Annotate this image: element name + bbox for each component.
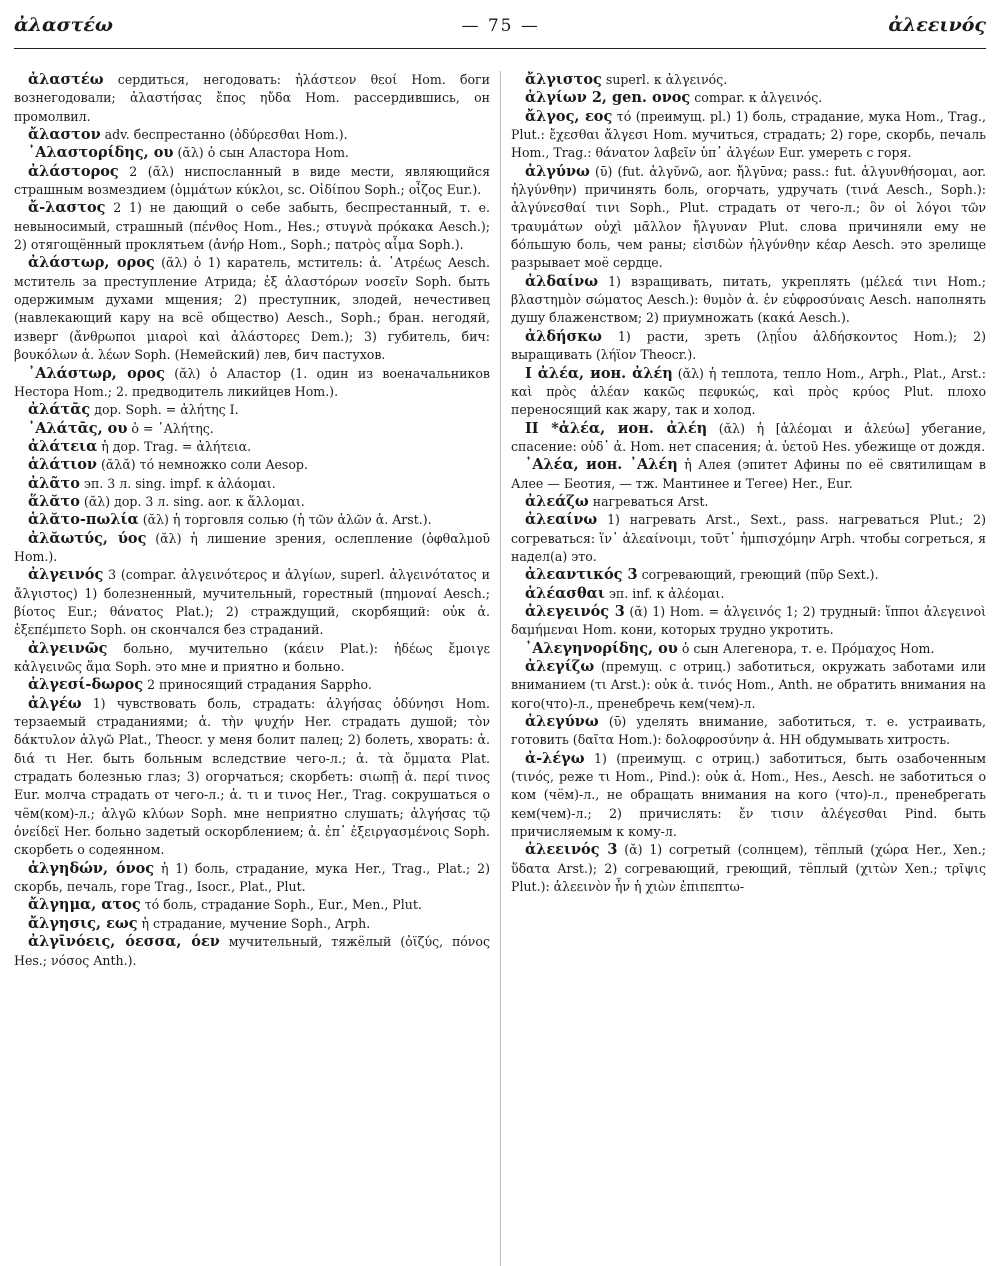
dictionary-entry	[511, 841, 986, 896]
entry-headword: ἀλεαίνω	[525, 511, 598, 529]
entry-definition: 1) нагревать Arst., Sext., pass. нагреваться Plut.; 2) согреваться: ἵν᾿ ἀλεαίνοιμι, τοῦτ᾿ ἠμπισχόμην Arph. чтобы согреться, я надел(а) это.	[511, 512, 986, 564]
dictionary-entry	[511, 713, 986, 750]
entry-headword: ἄλγος, εος	[525, 107, 613, 125]
dictionary-entry	[14, 493, 490, 511]
entry-definition: (ᾰλ) ἡ торговля солью (ἡ τῶν ἁλῶν ἀ. Arst.).	[142, 512, 432, 528]
entry-definition: (ᾰλ) дор. 3 л. sing. aor. к ἅλλομαι.	[83, 493, 305, 509]
dictionary-entry	[511, 328, 986, 365]
entry-definition: (ᾰλ) ἡ теплота, тепло Hom., Arph., Plat., Arst.: καὶ πρὸς ἀλέαν κακῶς πεφυκώς, καὶ πρὸς κρύος Plut. плохо переносящий как жару, так и холод.	[511, 365, 986, 418]
entry-headword: ἀλάστωρ, ορος	[28, 254, 155, 272]
entry-definition: 1) (преимущ. с отриц.) заботиться, быть озабоченным (τινός, реже τι Hom., Pind.): οὐκ ἀ. Hom., Hes., Aesch. не заботиться о ком (чём)-л., не обращать внимания на кого (что)-л., пренебрегать кем(чем)-л.; 2) причислять: ἔν τισιν ἀλέγεσθαι Pind. быть причисляемым к кому-л.	[511, 750, 986, 840]
entry-headword: ἀλγεσί-δωρος	[28, 676, 144, 694]
dictionary-entry	[511, 273, 986, 328]
dictionary-entry	[14, 475, 490, 493]
entry-definition: ὁ сын Алегенора, т. е. Πρόμαχος Hom.	[681, 640, 935, 656]
entry-definition: дор. Soph. = ἀλήτης I.	[94, 402, 239, 418]
entry-headword: ἀλάτᾱς	[28, 401, 91, 419]
entry-definition: (ῡ) уделять внимание, заботиться, т. е. устраивать, готовить (δαῖτα Hom.): δολοφροσύνην ἀ. HH обдумывать хитрость.	[511, 714, 986, 748]
entry-definition: ἡ 1) боль, страдание, мука Her., Trag., Plat.; 2) скорбь, печаль, горе Trag., Isocr., Plat., Plut.	[14, 860, 490, 895]
entry-headword: ἀλαστέω	[28, 71, 104, 88]
dictionary-entry	[511, 658, 986, 713]
entry-definition: ἡ страдание, мучение Soph., Arph.	[141, 915, 371, 931]
entry-headword: ᾿Αλαστορίδης, ου	[28, 144, 174, 162]
page-header	[14, 14, 986, 49]
entry-definition: adv. беспрестанно (ὀδύρεσθαι Hom.).	[104, 127, 348, 143]
left-running-head: ἀλαστέω	[14, 14, 113, 36]
dictionary-entry	[14, 420, 490, 438]
entry-definition: (ᾰλ) ὁ 1) каратель, мститель: ἀ. ᾿Ατρέως Aesch. мститель за преступление Атрида; ἐξ ἀλαστόρων νοσεῖν Soph. быть одержимым духами мщения; 2) преступник, злодей, нечестивец (навлекающий кару на всё общество) Aesch., Soph.; бран. негодяй, изверг (ἄνθρωποι μιαροὶ καὶ ἀλάστορες Dem.); 3) губитель, бич: βουκόλων ἀ. λέων Soph. (Немейский) лев, бич пастухов.	[14, 255, 490, 363]
dictionary-entry	[511, 71, 986, 89]
entry-definition: (ᾰ) 1) согретый (солнцем), тёплый (χώρα Her., Xen.; ὕδατα Arst.); 2) согревающий, греющий, тёплый (χιτὼν Xen.; τρῖψις Plut.): ἀλεεινὸν ἦν ἡ χιὼν ἐπιπεπτω-	[511, 842, 986, 895]
entry-headword: ἀλεγεινός 3	[525, 602, 625, 620]
entry-headword: ἀλγύνω	[525, 162, 590, 180]
dictionary-entry	[511, 493, 986, 511]
right-column	[500, 71, 986, 1266]
dictionary-entry	[511, 456, 986, 493]
entry-headword: ἀλδήσκω	[525, 327, 602, 345]
dictionary-entry	[511, 511, 986, 566]
dictionary-entry	[14, 511, 490, 529]
entry-definition: 1) взращивать, питать, укреплять (μέλεά τινι Hom.; βλαστημὸν σώματος Aesch.): θυμὸν ἀ. ἐν εὐφροσύναις Aesch. наполнять душу блаженством; 2) приумножать (κακά Aesch.).	[511, 273, 986, 326]
entry-headword: ἄλγησις, εως	[28, 914, 138, 932]
dictionary-entry	[511, 750, 986, 842]
dictionary-entry	[14, 896, 490, 914]
entry-definition: (ᾰ) 1) Hom. = ἀλγεινός 1; 2) трудный: ἵπποι ἀλεγεινοὶ δαμήμεναι Hom. кони, которых трудно укротить.	[511, 603, 986, 638]
dictionary-entry	[14, 915, 490, 933]
dictionary-entry	[511, 566, 986, 584]
dictionary-entry	[14, 695, 490, 860]
dictionary-entry	[14, 438, 490, 456]
entry-headword: ἄλγιστος	[525, 71, 602, 88]
entry-definition: (ᾰλ) ὁ сын Аластора Hom.	[177, 145, 349, 161]
dictionary-entry	[14, 530, 490, 567]
entry-definition: ἡ Алея (эпитет Афины по её святилищам в Алее — Беотия, — тж. Мантинее и Тегее) Her., Eur.	[511, 457, 986, 491]
entry-headword: ἀλγίων 2, gen. ονος	[525, 89, 691, 107]
entry-definition: (ῡ) (fut. ἀλγῠνῶ, aor. ἤλγῡνα; pass.: fut. ἀλγυνθήσομαι, aor. ἠλγύνθην) причинять боль, огорчать, удручать (τινά Aesch., Soph.): ἀλγύνεσθαί τινι Soph., Plut. страдать от чего-л.; ὃν οἱ λόγοι τῶν τραυμάτων οὐχὶ μᾶλλον ἤλγυναν Plut. слова причиняли ему не бо́льшую боль, чем раны; εἰσιδὼν ἠλγύνθην κέαρ Aesch. это зрелище разрывает моё сердце.	[511, 163, 986, 271]
dictionary-entry	[14, 254, 490, 364]
entry-definition: 2 1) не дающий о себе забыть, беспрестанный, т. е. невыносимый, страшный (πένθος Hom., Hes.; στυγνὰ πρόκακα Aesch.); 2) отягощённый проклятьем (ἀνήρ Hom., Soph.; πατρὸς αἷμα Soph.).	[14, 200, 490, 253]
entry-definition: τό (преимущ. pl.) 1) боль, страдание, мука Hom., Trag., Plut.: ἔχεσθαι ἄλγεσι Hom. мучиться, страдать; 2) горе, скорбь, печаль Hom., Trag.: θάνατον λαβεῖν ὑπ᾿ ἀλγέων Eur. умереть с горя.	[511, 108, 986, 161]
entry-headword: ἀλγεινῶς	[28, 639, 108, 657]
dictionary-entry	[14, 365, 490, 402]
entry-definition: 3 (compar. ἀλγεινότερος и ἀλγίων, superl. ἀλγεινότατος и ἄλγιστος) 1) болезненный, мучительный, горестный (πημοναί Aesch.; βίοτος Eur.; θάνατος Plat.); 2) страждущий, скорбящий: οὐκ ἀ. ἐξεπέμπετο Soph. он скончался без страданий.	[14, 567, 490, 638]
entry-definition: мучительный, тяжёлый (ὀϊζύς, πόνος Hes.; νόσος Anth.).	[14, 934, 490, 968]
dictionary-entry	[511, 603, 986, 640]
entry-headword: ᾿Αλέα, ион. ᾿Αλέη	[525, 456, 678, 474]
entry-definition: эп. 3 л. sing. impf. к ἀλάομαι.	[83, 475, 276, 491]
entry-headword: ἀλδαίνω	[525, 272, 599, 290]
entry-headword: ἄλγημα, ατος	[28, 896, 141, 914]
entry-definition: 1) расти, зреть (λῃΐου ἀλδήσκοντος Hom.); 2) выращивать (λήϊον Theocr.).	[511, 328, 986, 363]
entry-headword: ἀλάστορος	[28, 162, 119, 180]
entry-definition: superl. к ἀλγεινός.	[605, 72, 728, 87]
dictionary-entry	[14, 676, 490, 694]
entry-headword: ᾿Αλάστωρ, ορος	[28, 364, 165, 382]
dictionary-entry	[14, 163, 490, 200]
dictionary-entry	[14, 566, 490, 639]
dictionary-entry	[14, 860, 490, 897]
entry-headword: ἀλεαντικός 3	[525, 566, 638, 584]
entry-definition: 1) чувствовать боль, страдать: ἀλγήσας ὀδύνησι Hom. терзаемый страданиями; ἀ. τὴν ψυχήν Her. страдать душой; τὸν δάκτυλον ἀλγῶ Plat., Theocr. у меня болит палец; 2) болеть, хворать: ἀ. διά τι Her. быть больным вследствие чего-л.; ἀ. τὰ ὄμματα Plat. страдать болезнью глаз; 3) огорчаться; скорбеть: σιωπῇ ἀ. περί τινος Eur. молча страдать от чего-л.; ἀ. τι и τινος Her., Trag. сокрушаться о чём(ком)-л.; ἀλγῶ κλύων Soph. мне неприятно слушать; ἀλγήσας τῷ ὀνείδεϊ Her. больно задетый оскорблением; ἀ. ἐπ᾿ ἐξειργασμένοις Soph. скорбеть о содеянном.	[14, 695, 490, 858]
entry-headword: ἅλᾰτο	[28, 492, 80, 510]
entry-headword: ἀλγεινός	[28, 566, 104, 584]
entry-headword: II *ἀλέα, ион. ἀλέη	[525, 419, 708, 437]
dictionary-entry	[511, 108, 986, 163]
entry-definition: compar. к ἀλγεινός.	[694, 90, 823, 106]
entry-headword: ᾿Αλεγηνορίδης, ου	[525, 639, 678, 657]
dictionary-entry	[14, 199, 490, 254]
entry-definition: согревающий, греющий (πῦρ Sext.).	[641, 567, 879, 583]
entry-definition: ὁ = ᾿Αλήτης.	[131, 420, 214, 436]
entry-definition: τό боль, страдание Soph., Eur., Men., Plut.	[144, 897, 422, 913]
dictionary-entry	[14, 144, 490, 162]
dictionary-entry	[511, 585, 986, 603]
columns	[14, 71, 986, 1266]
dictionary-entry	[511, 420, 986, 457]
entry-headword: ἀλάτεια	[28, 437, 98, 455]
entry-headword: ἀλεγύνω	[525, 713, 599, 731]
entry-headword: ἁλάτιον	[28, 456, 97, 474]
entry-headword: ἀλγῑνόεις, όεσσα, όεν	[28, 933, 220, 951]
dictionary-entry	[14, 126, 490, 144]
page-number: — 75 —	[461, 16, 540, 36]
dictionary-entry	[14, 456, 490, 474]
entry-definition: (ᾰλ) ἡ лишение зрения, ослепление (ὀφθαλμοῦ Hom.).	[14, 530, 490, 564]
entry-definition: больно, мучительно (κάειν Plat.): ἡδέως ἔμοιγε κἀλγεινῶς ἅμα Soph. это мне и приятно и больно.	[14, 640, 490, 674]
dictionary-entry	[511, 163, 986, 273]
entry-headword: ἄ-λαστος	[28, 199, 106, 217]
entry-headword: ἄλαστον	[28, 126, 101, 144]
entry-definition: сердиться, негодовать: ἠλάστεον θεοί Hom. боги вознегодовали; ἀλαστήσας ἔπος ηὔδα Hom. рассердившись, он промолвил.	[14, 72, 490, 124]
entry-definition: (премущ. с отриц.) заботиться, окружать заботами или вниманием (τι Arst.): οὐκ ἀ. τινός Hom., Anth. не обратить внимания на кого(что)-л., пренебречь кем(чем)-л.	[511, 659, 986, 711]
entry-headword: ἀλεάζω	[525, 492, 589, 510]
dictionary-entry	[14, 401, 490, 419]
entry-definition: (ᾰλ) ὁ Аластор (1. один из военачальников Нестора Hom.; 2. предводитель ликийцев Hom.).	[14, 365, 490, 399]
dictionary-entry	[511, 640, 986, 658]
entry-headword: ἀλγηδών, όνος	[28, 859, 155, 877]
dictionary-entry	[14, 71, 490, 126]
entry-headword: ἀλεγίζω	[525, 658, 595, 675]
entry-definition: нагреваться Arst.	[592, 493, 709, 509]
entry-headword: ἀλᾶτο	[28, 474, 80, 492]
entry-headword: ἀ-λέγω	[525, 749, 585, 767]
entry-headword: ἁλᾰτο-πωλία	[28, 511, 139, 529]
dictionary-entry	[511, 365, 986, 420]
entry-definition: 2 приносящий страдания Sappho.	[147, 677, 372, 693]
entry-definition: (ᾰλᾰ) τό немножко соли Aesop.	[101, 457, 308, 473]
dictionary-entry	[14, 640, 490, 677]
entry-headword: ἀλέασθαι	[525, 584, 605, 602]
dictionary-entry	[14, 933, 490, 970]
right-running-head: ἀλεεινός	[888, 14, 986, 36]
entry-definition: эп. inf. к ἀλέομαι.	[608, 585, 725, 601]
dictionary-entry	[511, 89, 986, 107]
entry-headword: ἀλεεινός 3	[525, 841, 618, 859]
entry-definition: 2 (ᾰλ) ниспосланный в виде мести, являющийся страшным возмездием (ὀμμάτων κύκλοι, sc. Οἰδίπου Soph.; οἶζος Eur.).	[14, 163, 490, 198]
entry-headword: ᾿Αλάτᾱς, ου	[28, 419, 128, 437]
entry-definition: (ᾰλ) ἡ [ἀλέομαι и ἀλεύω] убегание, спасение: οὐδ᾿ ἀ. Hom. нет спасения; ἀ. ὑετοῦ Hes. убежище от дождя.	[511, 420, 986, 454]
left-column	[14, 71, 490, 1266]
entry-headword: I ἀλέα, ион. ἀλέη	[525, 364, 673, 382]
entry-headword: ἀλγέω	[28, 694, 82, 712]
entry-definition: ἡ дор. Trag. = ἀλήτεια.	[101, 438, 252, 454]
entry-headword: ἀλᾰωτύς, ύος	[28, 529, 147, 547]
